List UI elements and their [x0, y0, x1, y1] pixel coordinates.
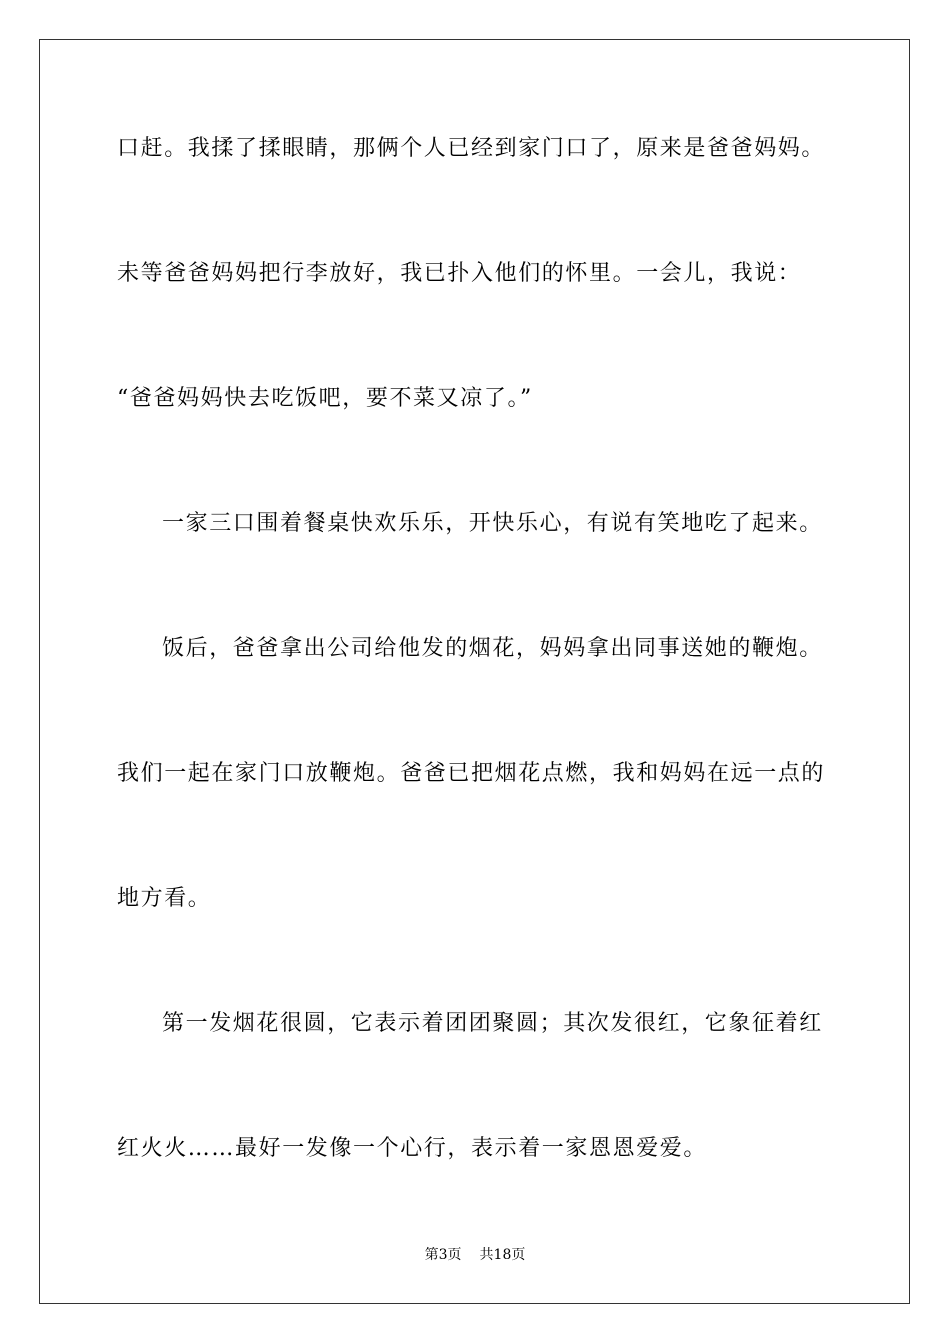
text-line-7: 地方看。	[117, 886, 212, 911]
page-total: 共18页	[479, 1247, 526, 1263]
text-line-4: 一家三口围着餐桌快欢乐乐，开快乐心，有说有笑地吃了起来。	[162, 511, 823, 536]
text-line-9: 红火火……最好一发像一个心行，表示着一家恩恩爱爱。	[117, 1136, 708, 1161]
text-line-5: 饭后，爸爸拿出公司给他发的烟花，妈妈拿出同事送她的鞭炮。	[162, 636, 823, 661]
text-line-1: 口赶。我揉了揉眼睛，那俩个人已经到家门口了，原来是爸爸妈妈。	[117, 136, 826, 161]
text-line-6: 我们一起在家门口放鞭炮。爸爸已把烟花点燃，我和妈妈在远一点的	[117, 761, 826, 786]
page-footer	[0, 1245, 950, 1265]
text-line-8: 第一发烟花很圆，它表示着团团聚圆；其次发很红，它象征着红	[162, 1011, 823, 1036]
text-line-3: “爸爸妈妈快去吃饭吧，要不菜又凉了。”	[117, 386, 533, 411]
page-border	[39, 39, 910, 1304]
page-number: 第3页	[424, 1247, 462, 1263]
text-line-2: 未等爸爸妈妈把行李放好，我已扑入他们的怀里。一会儿，我说：	[117, 261, 802, 286]
